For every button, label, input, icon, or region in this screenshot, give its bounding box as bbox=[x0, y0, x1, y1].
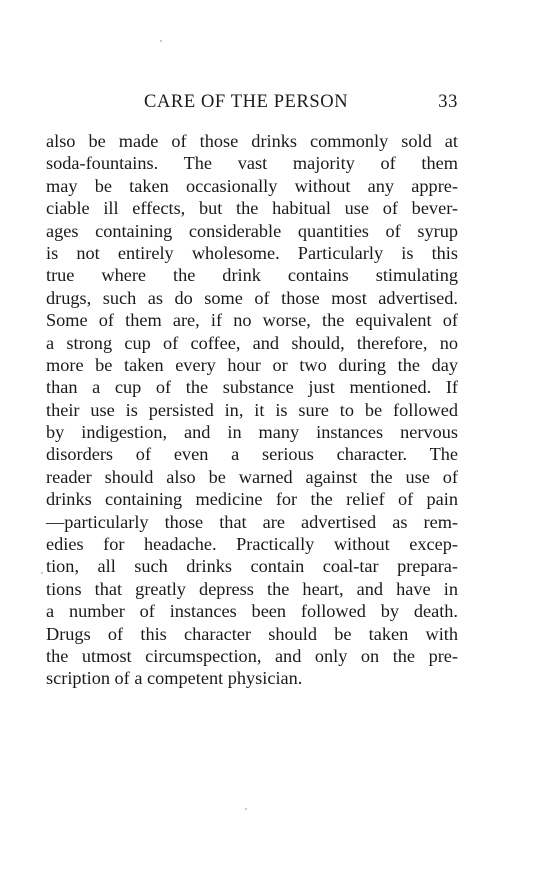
text-line: a strong cup of coffee, and should, therefore, no bbox=[46, 332, 458, 353]
text-line: than a cup of the substance just mentioned. If bbox=[46, 377, 458, 398]
text-line: soda-fountains. The vast majority of them bbox=[46, 153, 458, 174]
text-line: may be taken occasionally without any appre- bbox=[46, 175, 458, 196]
text-line: by indigestion, and in many instances nervous bbox=[46, 422, 458, 443]
running-title: CARE OF THE PERSON bbox=[144, 92, 349, 112]
text-line: tion, all such drinks contain coal-tar prepara- bbox=[46, 556, 458, 577]
text-line: true where the drink contains stimulating bbox=[46, 265, 458, 286]
text-line: tions that greatly depress the heart, and have in bbox=[46, 578, 458, 599]
paper-speck bbox=[160, 40, 162, 42]
text-line: ages containing considerable quantities of syrup bbox=[46, 220, 458, 241]
text-line: —particularly those that are advertised as rem- bbox=[46, 511, 458, 532]
text-line: drugs, such as do some of those most advertised. bbox=[46, 287, 458, 308]
page-number: 33 bbox=[438, 92, 458, 112]
text-line: scription of a competent physician. bbox=[46, 668, 303, 689]
text-line: disorders of even a serious character. The bbox=[46, 444, 458, 465]
text-line: a number of instances been followed by death. bbox=[46, 601, 458, 622]
paper-speck bbox=[245, 808, 247, 810]
running-head bbox=[46, 92, 458, 118]
text-line: Some of them are, if no worse, the equivalent of bbox=[46, 310, 458, 331]
text-line: also be made of those drinks commonly sold at bbox=[46, 131, 458, 151]
text-line: is not entirely wholesome. Particularly is this bbox=[46, 242, 458, 263]
text-line: their use is persisted in, it is sure to be followed bbox=[46, 399, 458, 420]
paper-speck bbox=[41, 572, 43, 574]
text-line: drinks containing medicine for the relief of pain bbox=[46, 489, 458, 510]
text-line: ciable ill effects, but the habitual use of bever- bbox=[46, 198, 458, 219]
body-paragraph bbox=[46, 130, 458, 690]
text-line: reader should also be warned against the use of bbox=[46, 466, 458, 487]
text-line: the utmost circumspection, and only on the pre- bbox=[46, 645, 458, 666]
text-line: edies for headache. Practically without excep- bbox=[46, 534, 458, 555]
text-line: more be taken every hour or two during the day bbox=[46, 354, 458, 375]
text-line: Drugs of this character should be taken with bbox=[46, 623, 458, 644]
